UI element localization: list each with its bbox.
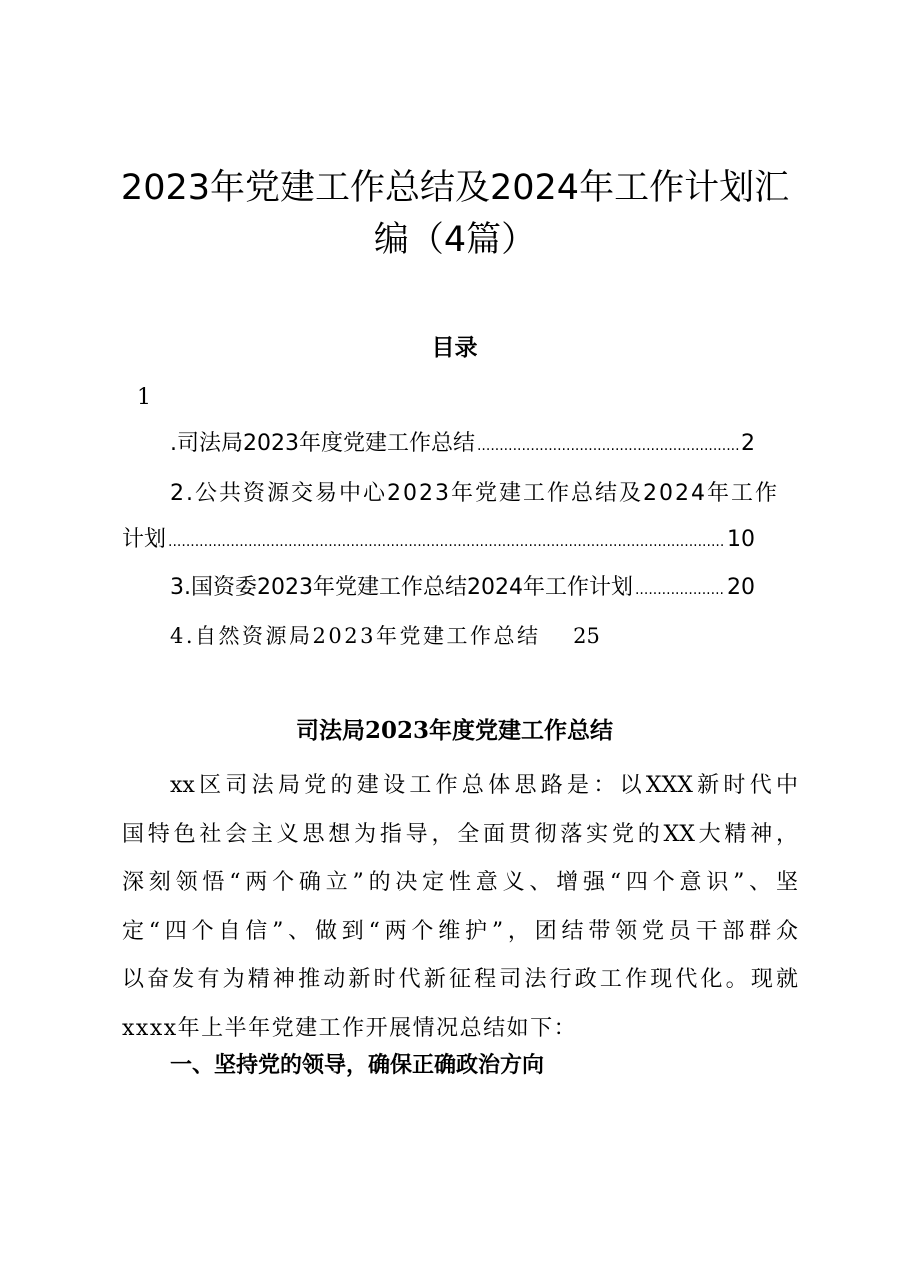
paragraph-line: xx区司法局党的建设工作总体思路是：以XXX新时代中 xyxy=(170,773,798,798)
toc-entry-4-page: 25 xyxy=(573,624,600,648)
paragraph-line: 以奋发有为精神推动新时代新征程司法行政工作现代化。现就 xyxy=(122,967,798,992)
section-subheading: 一、坚持党的领导，确保正确政治方向 xyxy=(170,1053,545,1078)
toc-entry-2-text-line-2: 计划 xyxy=(122,527,167,552)
toc-entry-3-page: 20 xyxy=(727,575,755,600)
paragraph-line: xxxx年上半年党建工作开展情况总结如下： xyxy=(122,1015,578,1041)
toc-entry-1-page: 2 xyxy=(741,431,755,456)
toc-leader-dots xyxy=(477,430,739,462)
toc-heading: 目录 xyxy=(431,334,478,361)
section-title: 司法局2023年度党建工作总结 xyxy=(295,717,613,744)
toc-entry-1[interactable] xyxy=(170,428,755,462)
toc-entry-2-line-1[interactable] xyxy=(170,478,800,510)
body-paragraph xyxy=(122,762,798,1053)
toc-entry-2-text-line-1: 2.公共资源交易中心2023年党建工作总结及2024年工作 xyxy=(170,481,779,506)
toc-entry-2-line-2[interactable] xyxy=(122,524,755,558)
toc-entry-3[interactable] xyxy=(170,572,755,606)
toc-entry-4-text: 4.自然资源局2023年党建工作总结 xyxy=(170,624,541,648)
document-title-line-1: 2023年党建工作总结及2024年工作计划汇 xyxy=(120,168,790,208)
toc-entry-4[interactable] xyxy=(170,620,600,652)
paragraph-line: 深刻领悟“两个确立”的决定性意义、增强“四个意识”、坚 xyxy=(122,870,798,895)
toc-entry-3-text: 3.国资委2023年党建工作总结2024年工作计划 xyxy=(170,575,633,600)
toc-leader-dots xyxy=(635,574,725,606)
document-title-line-2: 编（4篇） xyxy=(373,220,537,260)
toc-entry-2-page: 10 xyxy=(727,527,755,552)
paragraph-line: 定“四个自信”、做到“两个维护”，团结带领党员干部群众 xyxy=(122,918,798,944)
toc-orphan-number: 1 xyxy=(137,385,151,410)
toc-leader-dots xyxy=(168,526,725,558)
paragraph-line: 国特色社会主义思想为指导，全面贯彻落实党的XX大精神， xyxy=(122,821,798,847)
toc-entry-1-text: .司法局2023年度党建工作总结 xyxy=(170,431,475,456)
